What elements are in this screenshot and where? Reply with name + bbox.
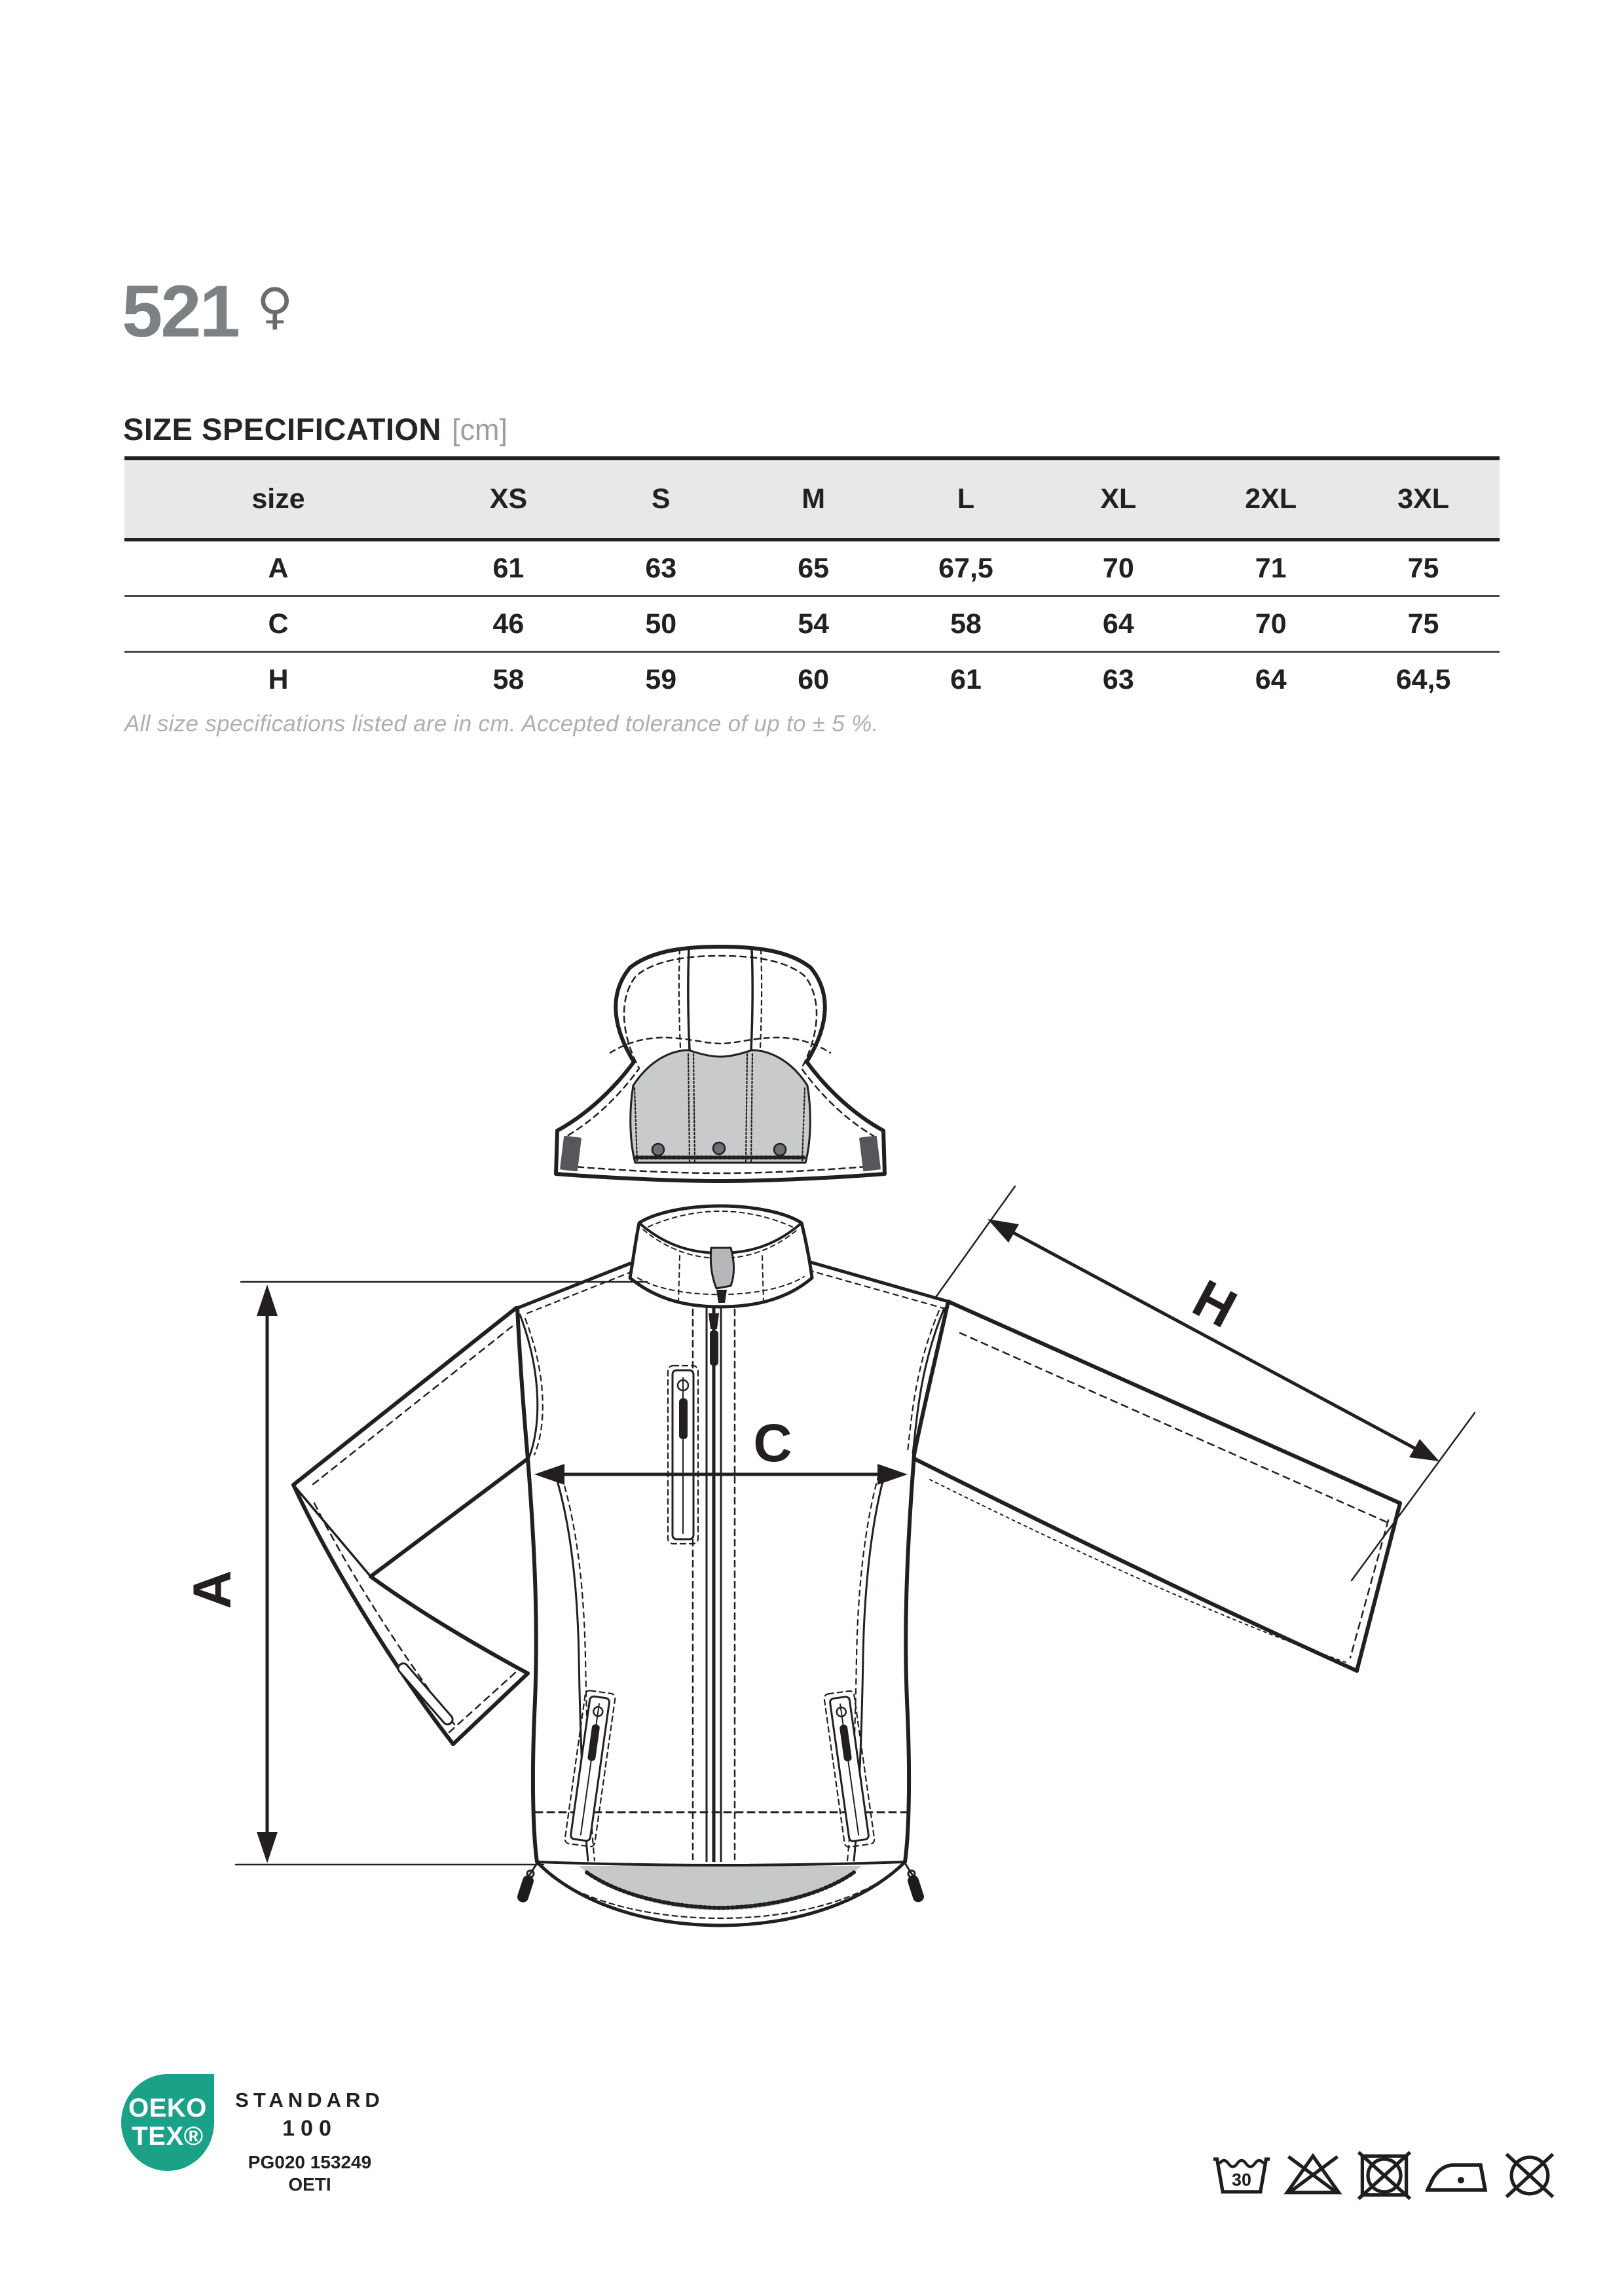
iron-low-temperature-icon bbox=[1424, 2149, 1490, 2201]
col-header-l: L bbox=[957, 483, 975, 515]
cell-c-s: 50 bbox=[645, 608, 677, 640]
oeko-tex-logo-icon bbox=[121, 2074, 214, 2171]
do-not-tumble-dry-icon bbox=[1353, 2149, 1416, 2201]
oeko-logo-line1: OEKO bbox=[128, 2093, 207, 2123]
cell-a-s: 63 bbox=[645, 552, 677, 584]
do-not-dry-clean-icon bbox=[1498, 2149, 1561, 2201]
col-header-2xl: 2XL bbox=[1245, 483, 1297, 515]
measure-label-c: C bbox=[753, 1413, 792, 1473]
col-header-xs: XS bbox=[489, 483, 528, 515]
female-symbol: ♀ bbox=[256, 277, 293, 335]
heading-text: SIZE SPECIFICATION bbox=[123, 412, 441, 446]
oeko-tex-text bbox=[231, 2074, 388, 2195]
cell-h-xs: 58 bbox=[492, 663, 525, 695]
jacket-body-drawing bbox=[293, 1206, 1400, 1925]
cell-c-2xl: 70 bbox=[1255, 608, 1287, 640]
oeko-standard-number: 100 bbox=[282, 2116, 337, 2141]
col-header-m: M bbox=[802, 483, 826, 515]
oeko-institute: OETI bbox=[288, 2174, 331, 2195]
col-header-s: S bbox=[651, 483, 671, 515]
cell-h-m: 60 bbox=[798, 663, 830, 695]
cell-h-3xl: 64,5 bbox=[1395, 663, 1451, 695]
cell-h-2xl: 64 bbox=[1255, 663, 1287, 695]
cell-h-l: 61 bbox=[950, 663, 982, 695]
left-sleeve bbox=[293, 1308, 528, 1744]
product-code: 521 bbox=[122, 270, 238, 352]
row-label: A bbox=[268, 552, 289, 584]
do-not-bleach-icon bbox=[1282, 2149, 1344, 2201]
tolerance-note: All size specifications listed are in cm. Accepted tolerance of up to ± 5 %. bbox=[124, 711, 879, 737]
oeko-license-number: PG020 153249 bbox=[248, 2152, 372, 2172]
cell-a-2xl: 71 bbox=[1255, 552, 1287, 584]
cell-c-l: 58 bbox=[950, 608, 982, 640]
cell-a-3xl: 75 bbox=[1407, 552, 1439, 584]
row-label: H bbox=[268, 663, 289, 695]
oeko-standard-word: STANDARD bbox=[235, 2088, 384, 2111]
col-header-xl: XL bbox=[1100, 483, 1137, 515]
wash-temperature: 30 bbox=[1232, 2170, 1251, 2190]
measure-label-h: H bbox=[1183, 1268, 1246, 1339]
cell-a-l: 67,5 bbox=[938, 552, 993, 584]
cell-c-xl: 64 bbox=[1102, 608, 1134, 640]
care-symbols bbox=[1210, 2149, 1561, 2201]
chest-pocket bbox=[668, 1366, 698, 1544]
right-sleeve bbox=[914, 1302, 1400, 1671]
cell-c-3xl: 75 bbox=[1407, 608, 1439, 640]
heading-unit: [cm] bbox=[452, 413, 507, 446]
collar bbox=[630, 1206, 812, 1307]
wash-30-icon bbox=[1210, 2149, 1273, 2201]
cell-c-xs: 46 bbox=[492, 608, 525, 640]
col-header-3xl: 3XL bbox=[1397, 483, 1449, 515]
cell-h-s: 59 bbox=[645, 663, 677, 695]
row-label: C bbox=[268, 608, 289, 640]
cell-a-xs: 61 bbox=[492, 552, 525, 584]
hood-drawing bbox=[556, 947, 885, 1181]
cell-c-m: 54 bbox=[798, 608, 830, 640]
measure-label-a: A bbox=[183, 1570, 242, 1609]
oeko-tex-certification bbox=[121, 2074, 388, 2195]
oeko-logo-line2: TEX® bbox=[132, 2122, 204, 2151]
cell-h-xl: 63 bbox=[1102, 663, 1134, 695]
cell-a-xl: 70 bbox=[1102, 552, 1134, 584]
col-header-size: size bbox=[251, 483, 305, 515]
cell-a-m: 65 bbox=[798, 552, 830, 584]
hem bbox=[516, 1862, 925, 1925]
